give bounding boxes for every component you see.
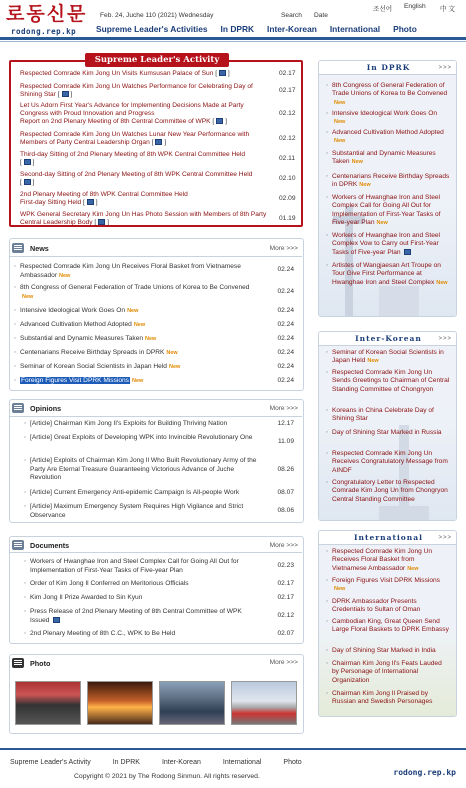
item-title[interactable]: Respected Comrade Kim Jong Un Receives Floral Basket from Vietnamese Ambassador: [332, 548, 433, 572]
sidebar-title[interactable]: [319, 332, 457, 346]
item-date: 12.17: [277, 420, 294, 427]
item-title[interactable]: [Article] Current Emergency Anti-epidemic Campaign Is All-people Work: [30, 489, 240, 496]
list-item[interactable]: ◦ [Article] Great Exploits of Developing WPK into Invincible Revolutionary One: [24, 434, 253, 441]
item-date: 08.06: [277, 507, 294, 514]
section-title: Documents: [30, 540, 70, 550]
item-title[interactable]: Artistes of Wangjaesan Art Troupe on Tour Give First Performance at Hwanghae Iron and Steel Complex: [332, 262, 441, 286]
search-link[interactable]: Search: [281, 12, 302, 19]
list-item[interactable]: ◦ Cambodian King, Great Queen Send Large Floral Baskets to DPRK Embassy: [326, 618, 449, 634]
new-badge: New: [351, 159, 363, 166]
item-subtitle[interactable]: First-day Sitting Held: [20, 199, 82, 206]
list-item[interactable]: ◦ Respected Comrade Kim Jong Un Receives Congratulatory Message from AINDF: [326, 450, 448, 474]
list-item[interactable]: ◦ Order of Kim Jong Il Conferred on Meritorious Officials: [24, 580, 189, 587]
photo-icon[interactable]: [87, 199, 94, 205]
sidebar-title[interactable]: [319, 61, 457, 75]
item-title[interactable]: Respected Comrade Kim Jong Un Receives Congratulatory Message from AINDF: [332, 450, 448, 474]
item-title[interactable]: Koreans in China Celebrate Day of Shining Star: [332, 407, 434, 423]
photo-thumbnail[interactable]: [87, 681, 153, 725]
list-item[interactable]: ◦ Intensive Ideological Work Goes OnNew: [326, 110, 438, 126]
item-title[interactable]: Intensive Ideological Work Goes On: [332, 110, 438, 117]
opinions-icon: [12, 403, 24, 413]
list-item[interactable]: ◦ Centenarians Receive Birthday Spreads in DPRK New: [14, 349, 178, 356]
logo-url: rodong.rep.kp: [11, 27, 77, 36]
section-title: News: [30, 243, 49, 253]
sidebar-more-link[interactable]: >>>: [438, 336, 452, 342]
supreme-leader-title[interactable]: Supreme Leader's Activity: [85, 53, 229, 67]
list-item[interactable]: ◦ [Article] Maximum Emergency System Requires High Vigilance and Strict Observance: [24, 503, 244, 519]
photo-thumbnail[interactable]: [231, 681, 297, 725]
list-item[interactable]: ◦ Foreign Figures Visit DPRK MissionsNew: [326, 577, 440, 593]
list-item[interactable]: ◦ DPRK Ambassador Presents Credentials to Sultan of Oman: [326, 598, 421, 614]
news-icon: [12, 243, 24, 253]
photo-icon[interactable]: [24, 179, 31, 185]
new-badge: New: [436, 279, 448, 286]
building-shape: [379, 286, 419, 316]
divider: [10, 256, 302, 257]
footer-nav-international[interactable]: International: [222, 759, 262, 766]
list-item[interactable]: ◦ 8th Congress of General Federation of Trade Unions of Korea to Be ConvenedNew: [326, 82, 448, 106]
list-item[interactable]: ◦ Congratulatory Letter to Respected Comrade Kim Jong Un from Chongryon Central Standing Committee: [326, 479, 448, 503]
list-item[interactable]: ◦ Workers of Hwanghae Iron and Steel Complex Vow to Carry out First-Year Tasks of Five-year Plan: [326, 232, 441, 256]
date-link[interactable]: Date: [314, 12, 328, 19]
list-item[interactable]: ◦ Respected Comrade Kim Jong Un Receives Floral Basket from Vietnamese Ambassador New: [326, 548, 433, 572]
item-date: 02.12: [277, 612, 294, 619]
new-badge: New: [359, 182, 371, 189]
list-item[interactable]: Respected Comrade Kim Jong Un Visits Kumsusan Palace of Sun [ ] 02.17: [20, 70, 296, 77]
section-title[interactable]: In DPRK: [366, 63, 411, 72]
item-date: 02.10: [279, 175, 296, 182]
news-more-link[interactable]: More >>>: [269, 245, 298, 252]
item-title[interactable]: Kim Jong Il Prize Awarded to Sin Kyun: [30, 594, 143, 601]
divider: [10, 416, 302, 417]
list-item[interactable]: ◦ Seminar of Korean Social Scientists in Japan Held New: [14, 363, 181, 370]
item-title[interactable]: Second-day Sitting of 2nd Plenary Meeting of 8th WPK Central Committee Held: [20, 171, 253, 178]
item-title[interactable]: Order of Kim Jong Il Conferred on Meritorious Officials: [30, 580, 189, 587]
list-item[interactable]: ◦ Substantial and Dynamic Measures Taken New: [326, 150, 436, 166]
item-title[interactable]: Workers of Hwanghae Iron and Steel Complex Call for Going All Out for Implementation of First-Year Tasks of Five-year Plan: [30, 558, 239, 574]
new-badge: New: [127, 308, 139, 314]
item-date: 02.12: [279, 135, 296, 142]
list-item[interactable]: ◦ Centenarians Receive Birthday Spreads in DPRK New: [326, 173, 450, 189]
list-item[interactable]: ◦ Advanced Cultivation Method AdoptedNew: [326, 129, 444, 145]
photo-icon[interactable]: [404, 249, 411, 255]
list-item[interactable]: ◦ Press Release of 2nd Plenary Meeting of 8th Central Committee of WPK Issued: [24, 608, 242, 624]
list-item[interactable]: ◦ Respected Comrade Kim Jong Un Sends Greetings to Chairman of Central Standing Committee of Chongryon: [326, 369, 450, 393]
footer-nav: [10, 759, 324, 766]
item-date: 02.11: [279, 155, 296, 162]
item-title[interactable]: Let Us Adorn First Year's Advance for Implementing Decisions Made at Party Congress with Proud Innovation and Progress: [20, 102, 244, 117]
item-date: 02.07: [277, 630, 294, 637]
list-item[interactable]: ◦ Foreign Figures Visit DPRK Missions New: [14, 377, 144, 384]
item-title[interactable]: Chairman Kim Jong Il Praised by Russian and Swedish Personages: [332, 690, 433, 706]
list-item[interactable]: Third-day Sitting of 2nd Plenary Meeting of 8th WPK Central Committee Held [ ] 02.11: [20, 151, 296, 166]
lang-english-link[interactable]: English: [404, 3, 426, 10]
item-title-selected[interactable]: Foreign Figures Visit DPRK Missions: [21, 377, 129, 384]
item-date: 02.09: [279, 195, 296, 202]
item-title[interactable]: [Article] Chairman Kim Jong Il's Exploits for Building Thriving Nation: [30, 420, 228, 427]
photo-strip: [15, 681, 297, 725]
nav-in-dprk[interactable]: In DPRK: [220, 24, 255, 34]
photo-icon[interactable]: [24, 159, 31, 165]
list-item[interactable]: ◦ 2nd Plenary Meeting of 8th C.C., WPK to Be Held: [24, 630, 176, 637]
footer-nav-inter-korean[interactable]: Inter-Korean: [161, 759, 201, 766]
opinions-header: [12, 401, 61, 415]
opinions-more-link[interactable]: More >>>: [269, 405, 298, 412]
list-item[interactable]: ◦ Workers of Hwanghae Iron and Steel Complex Call for Going All Out for Implementation of First-Year Tasks of Five-year Plan New: [326, 194, 441, 226]
photo-thumbnail[interactable]: [159, 681, 225, 725]
lang-chinese-link[interactable]: 中 文: [440, 6, 456, 13]
item-title[interactable]: [Article] Maximum Emergency System Requires High Vigilance and Strict Observance: [30, 503, 244, 519]
footer-nav-supreme-leader[interactable]: Supreme Leader's Activity: [10, 759, 91, 766]
site-logo[interactable]: 로동신문: [6, 3, 88, 25]
copyright: Copyright © 2021 by The Rodong Sinmun. All rights reserved.: [74, 773, 260, 780]
item-title[interactable]: 8th Congress of General Federation of Trade Unions of Korea to Be Convened: [332, 82, 448, 98]
sidebar-inter-korean: [318, 331, 457, 521]
item-title[interactable]: Advanced Cultivation Method Adopted: [20, 321, 132, 328]
documents-more-link[interactable]: More >>>: [269, 542, 298, 549]
item-title[interactable]: Day of Shining Star Marked in India: [332, 647, 436, 654]
item-title[interactable]: Congratulatory Letter to Respected Comrade Kim Jong Un from Chongryon Central Standing Committee: [332, 479, 448, 503]
item-title[interactable]: Workers of Hwanghae Iron and Steel Complex Call for Going All Out for Implementation of First-Year Tasks of Five-year Plan: [332, 194, 441, 226]
new-badge: New: [59, 272, 71, 279]
list-item[interactable]: ◦ Artistes of Wangjaesan Art Troupe on Tour Give First Performance at Hwanghae Iron and Steel Complex New: [326, 262, 448, 286]
list-item[interactable]: Second-day Sitting of 2nd Plenary Meeting of 8th WPK Central Committee Held [ ] 02.10: [20, 171, 296, 186]
list-item[interactable]: ◦ Chairman Kim Jong Il Praised by Russian and Swedish Personages: [326, 690, 433, 706]
item-title[interactable]: Day of Shining Star Marked in Russia: [332, 429, 442, 436]
item-title[interactable]: Centenarians Receive Birthday Spreads in DPRK: [332, 173, 450, 189]
item-date: 08.26: [277, 466, 294, 473]
item-date: 01.19: [279, 215, 296, 222]
item-title[interactable]: WPK General Secretary Kim Jong Un Has Photo Session with Members of 8th Party Central Leadership Body: [20, 211, 267, 226]
nav-international[interactable]: International: [329, 24, 381, 34]
footer-nav-photo[interactable]: Photo: [283, 759, 302, 766]
section-title: Photo: [30, 658, 51, 668]
item-subtitle[interactable]: Report on 2nd Plenary Meeting of 8th Central Committee of WPK: [20, 118, 211, 125]
main-nav: [96, 24, 430, 34]
new-badge: New: [334, 138, 346, 145]
list-item[interactable]: Respected Comrade Kim Jong Un Watches Performance for Celebrating Day of Shining Star [ ] 02.17: [20, 83, 296, 98]
sidebar-title[interactable]: [319, 531, 457, 545]
divider: [10, 552, 302, 553]
item-title[interactable]: Press Release of 2nd Plenary Meeting of 8th Central Committee of WPK Issued: [30, 608, 242, 624]
header-divider-thin: [0, 41, 466, 42]
item-title[interactable]: Seminar of Korean Social Scientists in Japan Held: [332, 349, 444, 365]
sidebar-more-link[interactable]: >>>: [438, 535, 452, 541]
list-item[interactable]: ◦ 8th Congress of General Federation of Trade Unions of Korea to Be ConvenedNew: [14, 284, 250, 300]
photo-header: [12, 656, 50, 670]
item-date: 02.17: [277, 580, 294, 587]
new-badge: New: [367, 358, 379, 365]
header-divider: [0, 37, 466, 40]
list-item[interactable]: 2nd Plenary Meeting of 8th WPK Central Committee Held First-day Sitting Held [ ] 02.09: [20, 191, 296, 206]
base-shape: [379, 506, 429, 520]
list-item[interactable]: ◦ [Article] Exploits of Chairman Kim Jong Il Who Built Revolutionary Army of the Party Are Eternal Treasure Guaranteeing Victorious Advance of Juche Revolution: [24, 457, 257, 481]
news-header: [12, 241, 49, 255]
item-title[interactable]: Advanced Cultivation Method Adopted: [332, 129, 444, 136]
item-title[interactable]: Substantial and Dynamic Measures Taken: [20, 335, 144, 342]
item-title[interactable]: Workers of Hwanghae Iron and Steel Complex Vow to Carry out First-Year Tasks of Five-year Plan: [332, 232, 441, 256]
list-item[interactable]: WPK General Secretary Kim Jong Un Has Photo Session with Members of 8th Party Central Leadership Body [ ] 01.19: [20, 211, 296, 226]
sidebar-more-link[interactable]: >>>: [438, 65, 452, 71]
section-title[interactable]: Inter-Korean: [355, 334, 422, 343]
list-item[interactable]: ◦ Intensive Ideological Work Goes On New: [14, 307, 139, 314]
documents-header: [12, 538, 69, 552]
item-title[interactable]: Chairman Kim Jong Il's Feats Lauded by Personage of International Organization: [332, 660, 442, 684]
footer-nav-in-dprk[interactable]: In DPRK: [112, 759, 140, 766]
item-title[interactable]: Respected Comrade Kim Jong Un Watches Performance for Celebrating Day of Shining Star: [20, 83, 253, 98]
new-badge: New: [166, 350, 178, 356]
item-date: 02.24: [277, 321, 294, 328]
list-item[interactable]: Respected Comrade Kim Jong Un Watches Lunar New Year Performance with Members of Party Central Leadership Organ [ ] 02.12: [20, 131, 296, 146]
documents-icon: [12, 540, 24, 550]
new-badge: New: [133, 322, 146, 328]
section-title: Opinions: [30, 403, 62, 413]
list-item[interactable]: Let Us Adorn First Year's Advance for Implementing Decisions Made at Party Congress with Proud Innovation and Progress Report on 2nd Plenary Meeting of 8th Central Committee of WPK [ ] 02.12: [20, 102, 296, 125]
item-date: 02.17: [279, 70, 296, 77]
item-title[interactable]: 2nd Plenary Meeting of 8th WPK Central Committee Held: [20, 191, 188, 198]
item-date: 02.24: [277, 266, 294, 273]
list-item[interactable]: ◦ Chairman Kim Jong Il's Feats Lauded by Personage of International Organization: [326, 660, 442, 684]
list-item[interactable]: ◦ Day of Shining Star Marked in India: [326, 647, 436, 654]
new-badge: New: [334, 586, 346, 593]
page-header: [0, 0, 466, 40]
item-title[interactable]: Cambodian King, Great Queen Send Large Floral Baskets to DPRK Embassy: [332, 618, 449, 634]
new-badge: New: [168, 364, 181, 370]
item-title[interactable]: [Article] Exploits of Chairman Kim Jong Il Who Built Revolutionary Army of the Party Are Eternal Treasure Guaranteeing Victorious Advance of Juche Revolution: [30, 457, 257, 481]
list-item[interactable]: ◦ Koreans in China Celebrate Day of Shining Star: [326, 407, 434, 423]
list-item[interactable]: ◦ Substantial and Dynamic Measures Taken New: [14, 335, 157, 342]
new-badge: New: [131, 378, 144, 384]
photo-thumbnail[interactable]: [15, 681, 81, 725]
item-title[interactable]: 2nd Plenary Meeting of 8th C.C., WPK to Be Held: [30, 630, 176, 637]
item-date: 11.09: [277, 438, 294, 445]
item-title[interactable]: Third-day Sitting of 2nd Plenary Meeting of 8th WPK Central Committee Held: [20, 151, 246, 158]
item-date: 02.24: [277, 377, 294, 384]
camera-icon: [12, 658, 24, 668]
list-item[interactable]: ◦ [Article] Current Emergency Anti-epidemic Campaign Is All-people Work: [24, 489, 240, 496]
list-item[interactable]: ◦ Respected Comrade Kim Jong Un Receives Floral Basket from Vietnamese Ambassador New: [14, 263, 241, 279]
item-date: 02.17: [279, 87, 296, 94]
item-date: 02.24: [277, 307, 294, 314]
item-date: 02.24: [277, 288, 294, 295]
item-date: 08.07: [277, 489, 294, 496]
item-title[interactable]: Foreign Figures Visit DPRK Missions: [332, 577, 440, 584]
item-date: 02.24: [277, 335, 294, 342]
item-title[interactable]: Seminar of Korean Social Scientists in Japan Held: [20, 363, 167, 370]
item-title[interactable]: DPRK Ambassador Presents Credentials to Sultan of Oman: [332, 598, 421, 614]
list-item[interactable]: ◦ Kim Jong Il Prize Awarded to Sin Kyun: [24, 594, 143, 601]
nav-inter-korean[interactable]: Inter-Korean: [267, 24, 317, 34]
item-title[interactable]: Intensive Ideological Work Goes On: [20, 307, 126, 314]
item-title[interactable]: Respected Comrade Kim Jong Un Watches Lunar New Year Performance with Members of Party Central Leadership Organ: [20, 131, 250, 146]
nav-photo[interactable]: Photo: [393, 24, 417, 34]
item-title[interactable]: Respected Comrade Kim Jong Un Receives Floral Basket from Vietnamese Ambassador: [20, 263, 241, 279]
list-item[interactable]: ◦ Workers of Hwanghae Iron and Steel Complex Call for Going All Out for Implementation of First-Year Tasks of Five-year Plan: [24, 558, 239, 574]
item-date: 02.12: [279, 110, 296, 117]
item-title[interactable]: [Article] Great Exploits of Developing WPK into Invincible Revolutionary One: [30, 434, 253, 441]
item-date: 02.24: [277, 363, 294, 370]
section-title[interactable]: International: [354, 533, 423, 542]
item-date: 02.17: [277, 594, 294, 601]
list-item[interactable]: ◦ Advanced Cultivation Method Adopted New: [14, 321, 146, 328]
nav-supreme-leader[interactable]: Supreme Leader's Activities: [96, 24, 208, 34]
sidebar-in-dprk: [318, 60, 457, 317]
new-badge: New: [407, 565, 419, 572]
item-title[interactable]: Centenarians Receive Birthday Spreads in DPRK: [20, 349, 165, 356]
sidebar-international: [318, 530, 457, 717]
new-badge: New: [334, 119, 346, 126]
new-badge: New: [145, 336, 157, 342]
item-date: 02.24: [277, 349, 294, 356]
document-icon[interactable]: [53, 617, 60, 623]
list-item[interactable]: ◦ [Article] Chairman Kim Jong Il's Exploits for Building Thriving Nation: [24, 420, 228, 427]
item-title[interactable]: 8th Congress of General Federation of Trade Unions of Korea to Be Convened: [20, 284, 250, 291]
photo-more-link[interactable]: More >>>: [269, 659, 298, 666]
current-date: Feb. 24, Juche 110 (2021) Wednesday: [100, 12, 214, 19]
footer-url: rodong.rep.kp: [393, 768, 456, 777]
item-title[interactable]: Substantial and Dynamic Measures Taken: [332, 150, 436, 166]
item-date: 02.23: [277, 562, 294, 569]
new-badge: New: [22, 293, 34, 300]
new-badge: New: [334, 99, 346, 106]
lang-korean-link[interactable]: 조선어: [373, 6, 393, 13]
list-item[interactable]: ◦ Day of Shining Star Marked in Russia: [326, 429, 442, 436]
page-footer: [0, 748, 466, 788]
list-item[interactable]: ◦ Seminar of Korean Social Scientists in Japan Held New: [326, 349, 444, 365]
photo-icon[interactable]: [62, 91, 69, 97]
new-badge: New: [376, 219, 388, 226]
item-title[interactable]: Respected Comrade Kim Jong Un Visits Kumsusan Palace of Sun: [20, 70, 214, 77]
item-title[interactable]: Respected Comrade Kim Jong Un Sends Greetings to Chairman of Central Standing Committee of Chongryon: [332, 369, 450, 393]
